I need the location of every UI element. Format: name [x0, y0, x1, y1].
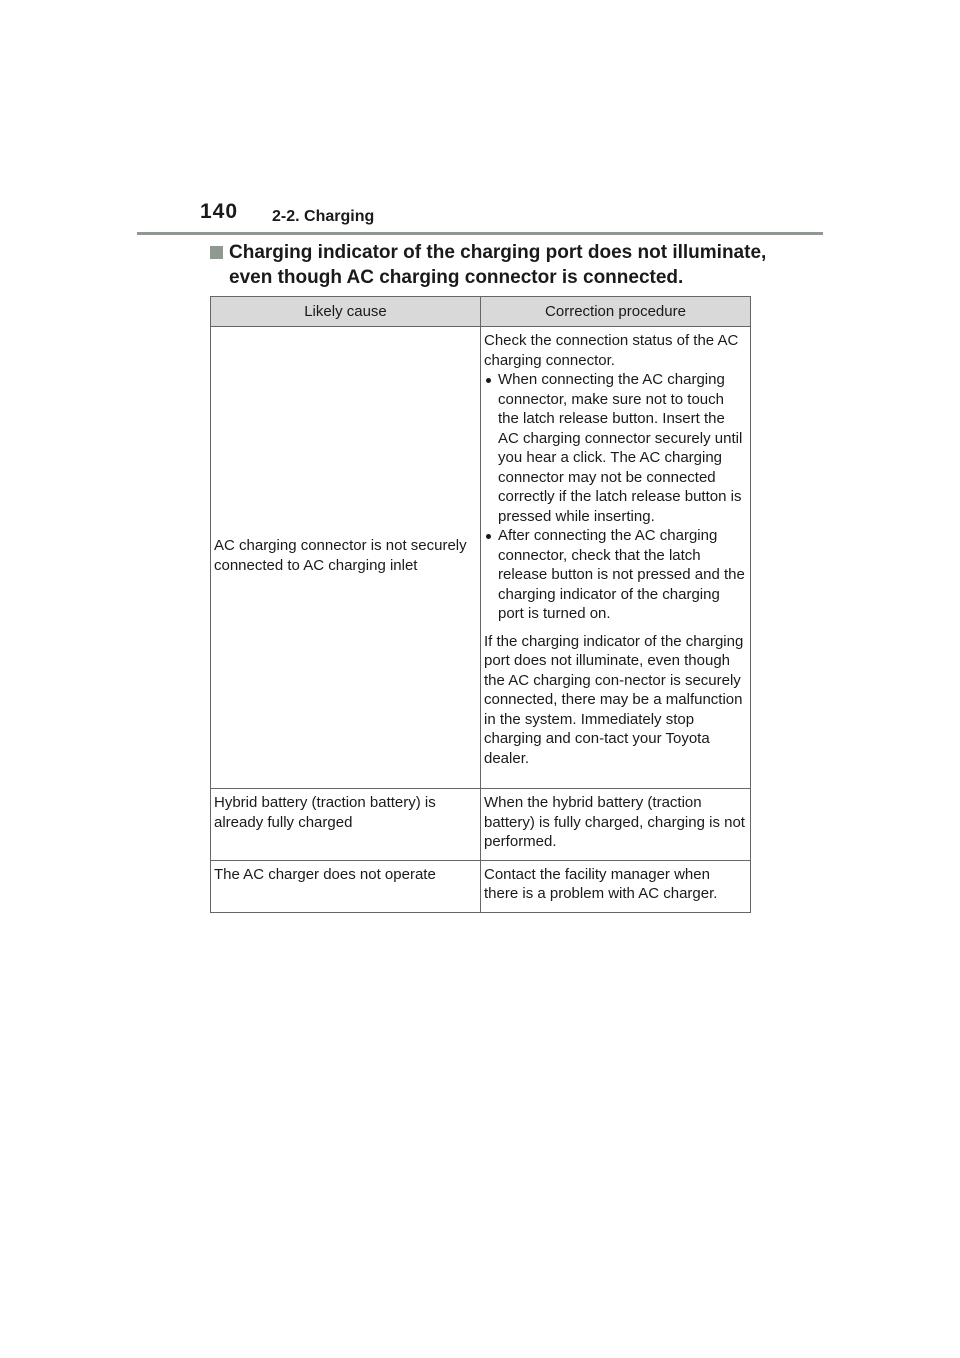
section-title: 2-2. Charging	[272, 208, 375, 225]
header-rule	[137, 232, 823, 235]
page-number: 140	[200, 200, 239, 223]
page-header	[0, 0, 960, 240]
correction-procedure-cell: Contact the facility manager when there is a problem with AC charger.	[481, 860, 751, 912]
likely-cause-cell: Hybrid battery (traction battery) is already fully charged	[211, 789, 481, 861]
column-header-correction-procedure: Correction procedure	[481, 297, 751, 327]
procedure-intro: Check the connection status of the AC charging connector.	[484, 332, 739, 369]
procedure-bullets	[484, 370, 747, 624]
correction-procedure-cell: When the hybrid battery (traction battery) is fully charged, charging is not performed.	[481, 789, 751, 861]
table-row	[211, 860, 751, 912]
likely-cause-cell: The AC charger does not operate	[211, 860, 481, 912]
table-header-row	[211, 297, 751, 327]
heading-text: Charging indicator of the charging port does not illuminate, even though AC charging connector is connected.	[229, 242, 767, 288]
square-bullet-icon	[210, 246, 223, 259]
table-row	[211, 789, 751, 861]
correction-procedure-cell	[481, 327, 751, 789]
procedure-note: If the charging indicator of the charging port does not illuminate, even though the AC charging con-nector is securely connected, there may be a malfunction in the system. Immediately stop charging and con-tact your Toyota dealer.	[484, 632, 744, 767]
table-row	[211, 327, 751, 789]
list-item: After connecting the AC charging connector, check that the latch release button is not pressed and the charging indicator of the charging port is turned on.	[484, 526, 747, 624]
subsection-heading	[210, 240, 770, 290]
likely-cause-cell: AC charging connector is not securely connected to AC charging inlet	[211, 327, 481, 789]
list-item: When connecting the AC charging connector, make sure not to touch the latch release button. Insert the AC charging connector securely until you hear a click. The AC charging connector may not be connected correctly if the latch release button is pressed while inserting.	[484, 370, 747, 526]
column-header-likely-cause: Likely cause	[211, 297, 481, 327]
troubleshooting-table	[210, 296, 751, 913]
